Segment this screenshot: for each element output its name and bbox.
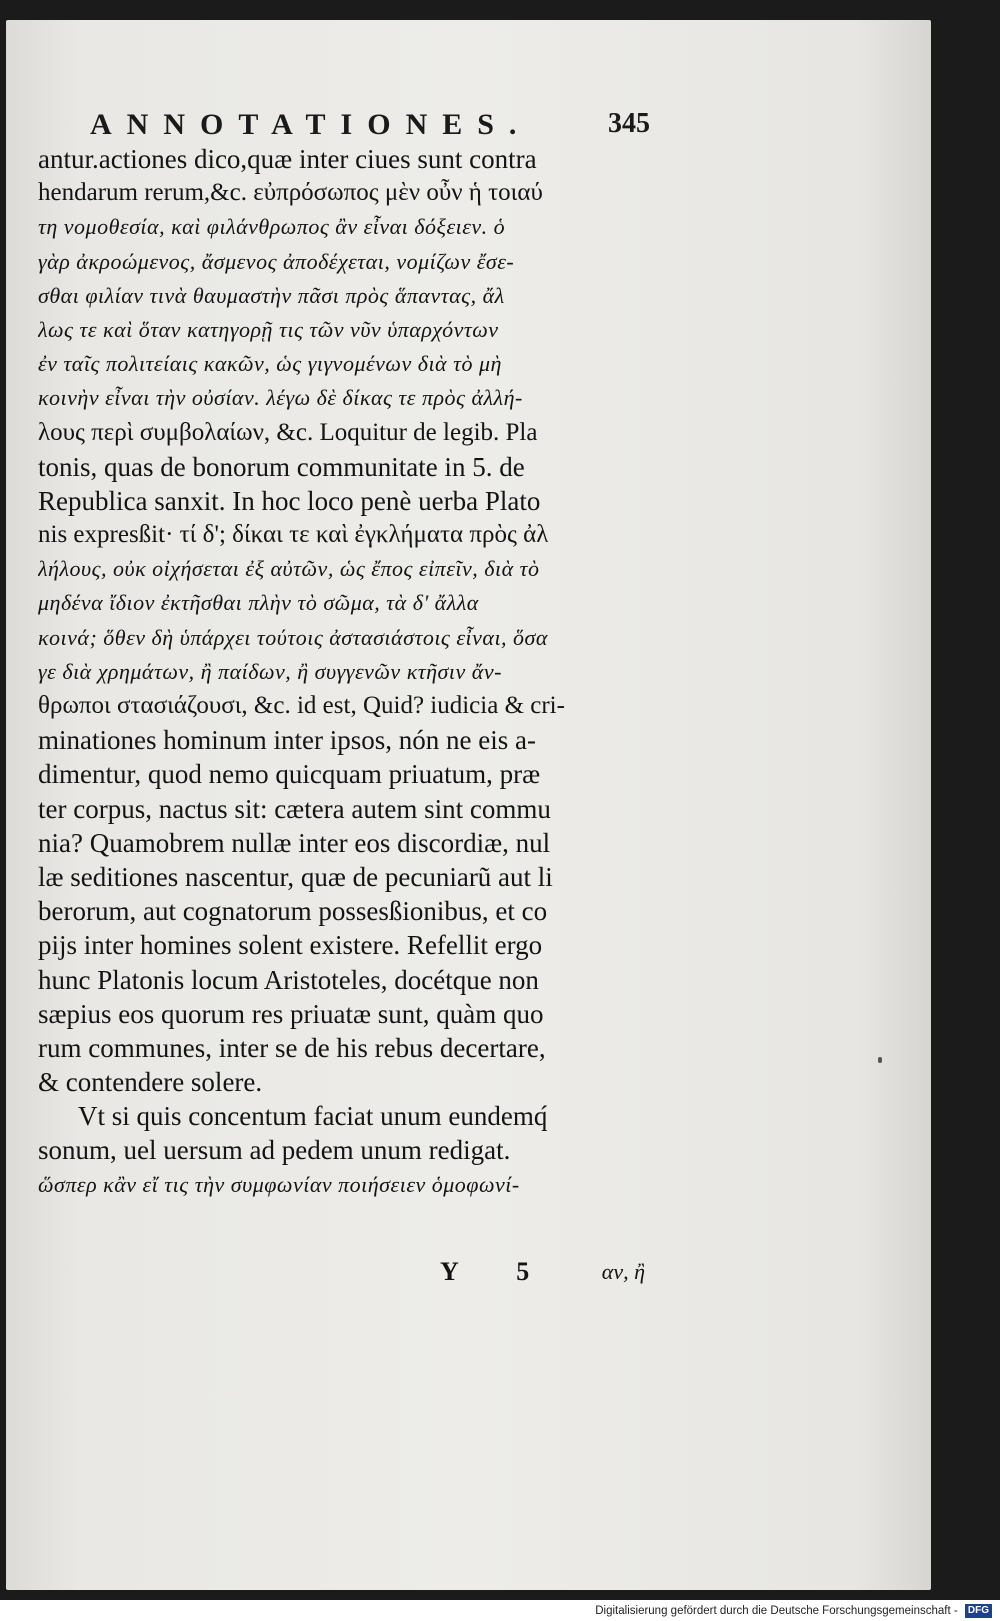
text-line: tonis, quas de bonorum communitate in 5. de: [38, 451, 525, 482]
text-line: Republica sanxit. In hoc loco penè uerba Plato: [38, 485, 541, 516]
text-line: ter corpus, nactus sit: cætera autem sint commu: [38, 793, 551, 824]
signature-mark: Y 5: [440, 1257, 556, 1286]
page-number: 345: [608, 108, 650, 139]
text-line: κοινά; ὅθεν δὴ ὑπάρχει τούτοις ἀστασιάστοις εἶναι, ὅσα: [38, 624, 548, 650]
text-line: antur.actiones dico,quæ inter ciues sunt contra: [38, 144, 537, 174]
text-line: τη νομοθεσία, καὶ φιλάνθρωπος ἂν εἶναι δόξειεν. ὁ: [38, 214, 506, 240]
margin-mark: [878, 1057, 882, 1063]
text-line: nis expresßit· τί δ'; δίκαι τε καὶ ἐγκλήματα πρὸς ἀλ: [38, 521, 549, 549]
text-line: læ seditiones nascentur, quæ de pecuniarũ aut li: [38, 861, 553, 892]
catchword: αν, ἢ: [601, 1259, 645, 1284]
text-line: ὥσπερ κἂν εἴ τις τὴν συμφωνίαν ποιήσειεν ὁμοφωνί-: [38, 1171, 520, 1197]
text-line: κοινὴν εἶναι τὴν οὐσίαν. λέγω δὲ δίκας τε πρὸς ἀλλή-: [38, 385, 523, 411]
text-line: Vt si quis concentum faciat unum eundemq́: [78, 1101, 548, 1132]
running-head: [90, 108, 650, 142]
text-line: γε διὰ χρημάτων, ἢ παίδων, ἢ συγγενῶν κτῆσιν ἄν-: [38, 658, 502, 684]
body-text: [38, 142, 643, 1202]
text-line: ἐν ταῖς πολιτείαις κακῶν, ὡς γιγνομένων διὰ τὸ μὴ: [38, 351, 502, 377]
text-line: γὰρ ἀκροώμενος, ἄσμενος ἀποδέχεται, νομίζων ἔσε-: [38, 248, 515, 274]
text-line: pijs inter homines solent existere. Refellit ergo: [38, 930, 543, 961]
dfg-logo: DFG: [965, 1604, 992, 1618]
text-line: rum communes, inter se de his rebus decertare,: [38, 1032, 546, 1063]
text-line: σθαι φιλίαν τινὰ θαυμαστὴν πᾶσι πρὸς ἅπαντας, ἄλ: [38, 282, 505, 308]
text-line: sæpius eos quorum res priuatæ sunt, quàm quo: [38, 998, 544, 1029]
text-line: λήλους, οὐκ οἰχήσεται ἐξ αὐτῶν, ὡς ἔπος εἰπεῖν, διὰ τὸ: [38, 556, 540, 582]
signature-line: [440, 1257, 645, 1293]
text-line: sonum, uel uersum ad pedem unum redigat.: [38, 1135, 511, 1166]
digitization-footer: [595, 1603, 992, 1619]
text-line: λους περὶ συμβολαίων, &c. Loquitur de legib. Pla: [38, 418, 538, 446]
text-line: dimentur, quod nemo quicquam priuatum, præ: [38, 759, 541, 790]
footer-text: Digitalisierung gefördert durch die Deutsche Forschungsgemeinschaft -: [595, 1605, 958, 1617]
text-line: & contendere solere.: [38, 1067, 263, 1098]
text-line: minationes hominum inter ipsos, nón ne eis a-: [38, 725, 536, 756]
text-line: berorum, aut cognatorum possesßionibus, et co: [38, 896, 548, 927]
text-line: θρωποι στασιάζουσι, &c. id est, Quid? iudicia & cri-: [38, 692, 565, 719]
text-line: μηδένα ἴδιον ἐκτῆσθαι πλὴν τὸ σῶμα, τὰ δ' ἄλλα: [38, 590, 479, 616]
text-line: nia? Quamobrem nullæ inter eos discordiæ, nul: [38, 827, 551, 858]
text-line: hunc Platonis locum Aristoteles, docétque non: [38, 964, 539, 995]
running-title: ANNOTATIONES.: [90, 108, 532, 141]
text-line: λως τε καὶ ὅταν κατηγορῇ τις τῶν νῦν ὑπαρχόντων: [38, 316, 499, 342]
text-line: hendarum rerum,&c. εὐπρόσωπος μὲν οὖν ἡ τοιαύ: [38, 179, 543, 207]
